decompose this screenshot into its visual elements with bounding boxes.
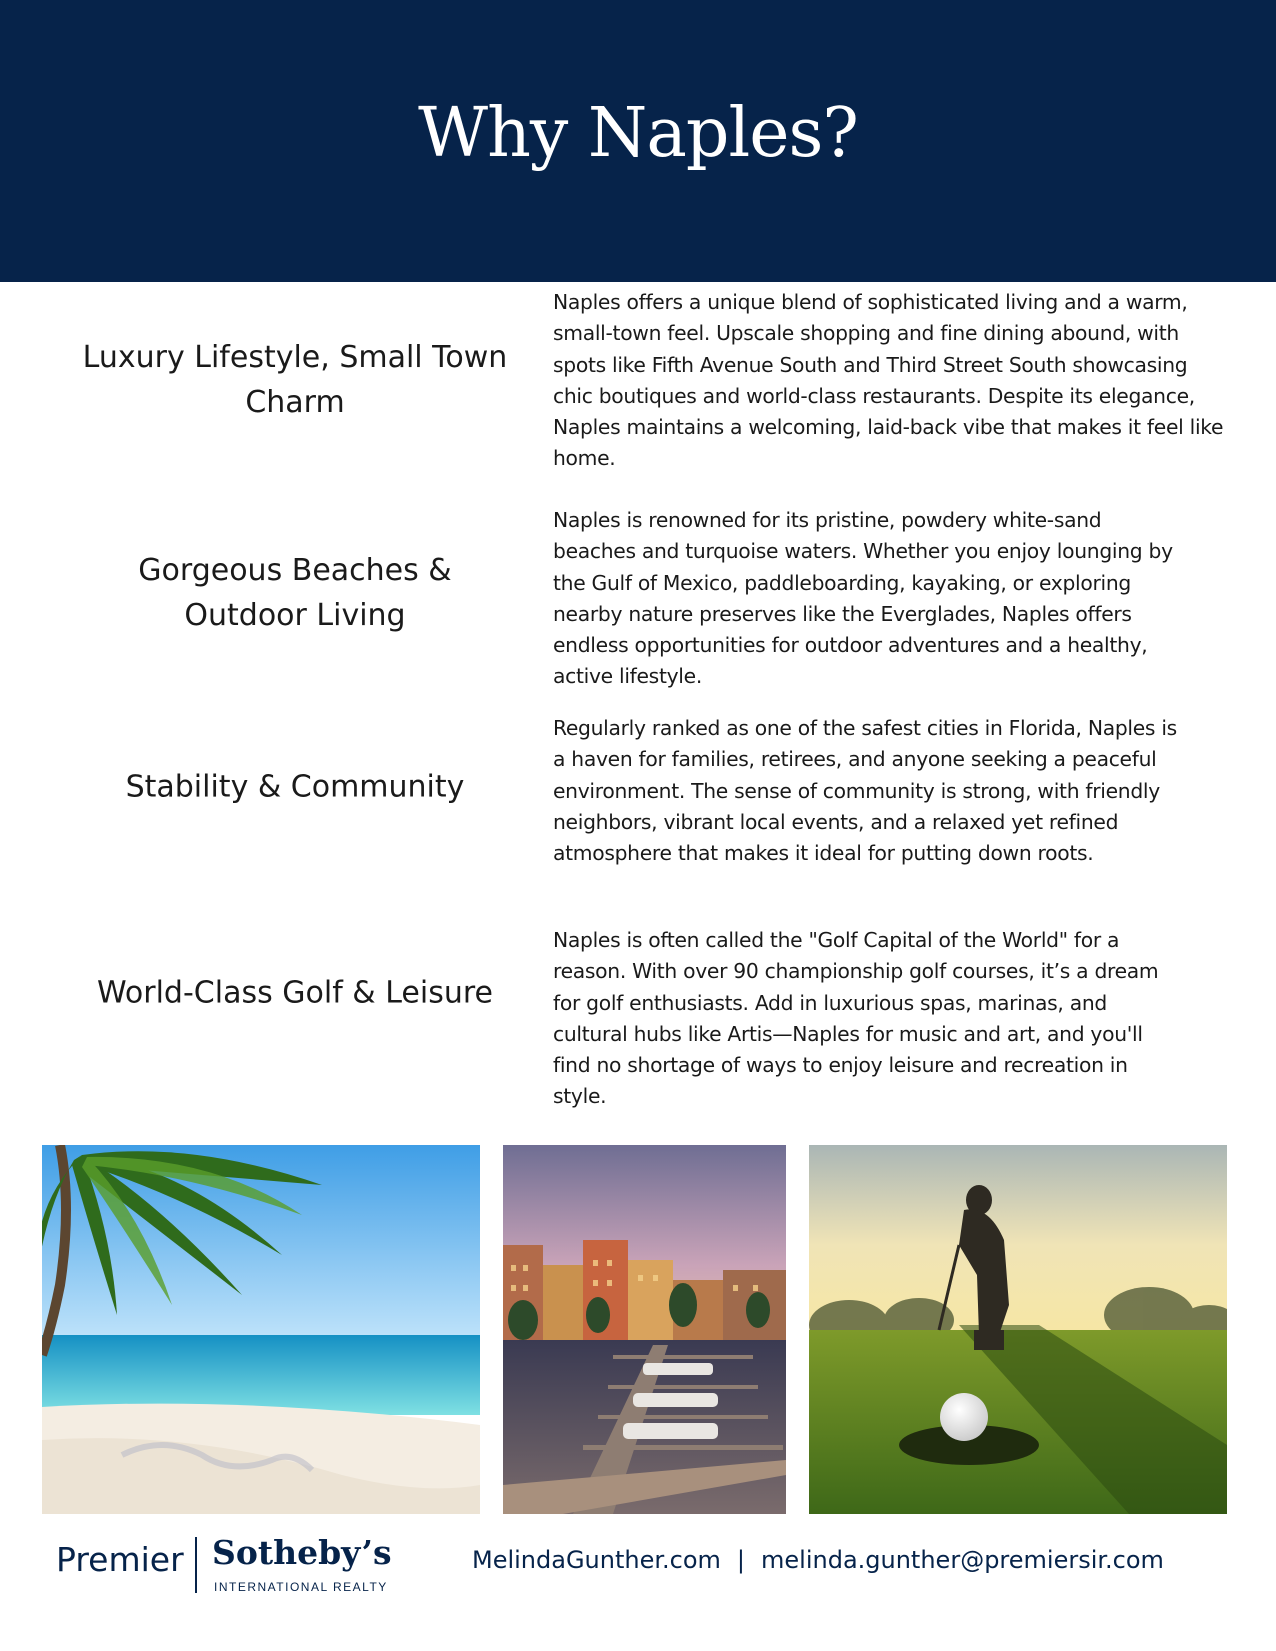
marina-harbor-photo — [503, 1145, 786, 1514]
section-body: Naples offers a unique blend of sophisticated living and a warm, small-town feel. Upscale shopping and fine dining abound, with spots like Fifth Avenue South and Third Street South showcasing chic boutiques and world-class restaurants. Despite its elegance, Naples maintains a welcoming, laid-back vibe that makes it feel like home. — [553, 290, 1224, 471]
section-heading: World-Class Golf & Leisure — [97, 975, 493, 1011]
page-title: Why Naples? — [418, 93, 858, 173]
section-heading: Luxury Lifestyle, Small Town Charm — [82, 340, 508, 420]
international-realty-text: INTERNATIONAL REALTY — [214, 1580, 388, 1594]
premier-logo-text: Premier — [56, 1540, 184, 1579]
logo-divider — [195, 1537, 197, 1593]
contact-separator: | — [736, 1546, 746, 1574]
section-heading: Stability & Community — [125, 769, 465, 805]
page-header — [0, 0, 1276, 282]
footer-contact — [472, 1546, 1164, 1574]
section-heading: Gorgeous Beaches & Outdoor Living — [138, 553, 452, 633]
section-body: Naples is often called the "Golf Capital of the World" for a reason. With over 90 championship golf courses, it’s a dream for golf enthusiasts. Add in luxurious spas, marinas, and cultural hubs like Artis—Naples for music and art, and you'll find no shortage of ways to enjoy leisure and recreation in style. — [553, 928, 1159, 1109]
section-body: Naples is renowned for its pristine, powdery white-sand beaches and turquoise waters. Whether you enjoy lounging by the Gulf of Mexico, paddleboarding, kayaking, or exploring nearby nature preserves like the Everglades, Naples offers endless opportunities for outdoor adventures and a healthy, active lifestyle. — [553, 508, 1173, 689]
golf-ball-hole-photo — [809, 1145, 1227, 1514]
sothebys-logo-text: Sotheby’s — [212, 1533, 392, 1572]
beach-palm-photo — [42, 1145, 480, 1514]
website-link[interactable]: MelindaGunther.com — [472, 1546, 721, 1574]
section-body: Regularly ranked as one of the safest cities in Florida, Naples is a haven for families, retirees, and anyone seeking a peaceful environment. The sense of community is strong, with friendly neighbors, vibrant local events, and a relaxed yet refined atmosphere that makes it ideal for putting down roots. — [553, 716, 1177, 866]
email-link[interactable]: melinda.gunther@premiersir.com — [761, 1546, 1164, 1574]
